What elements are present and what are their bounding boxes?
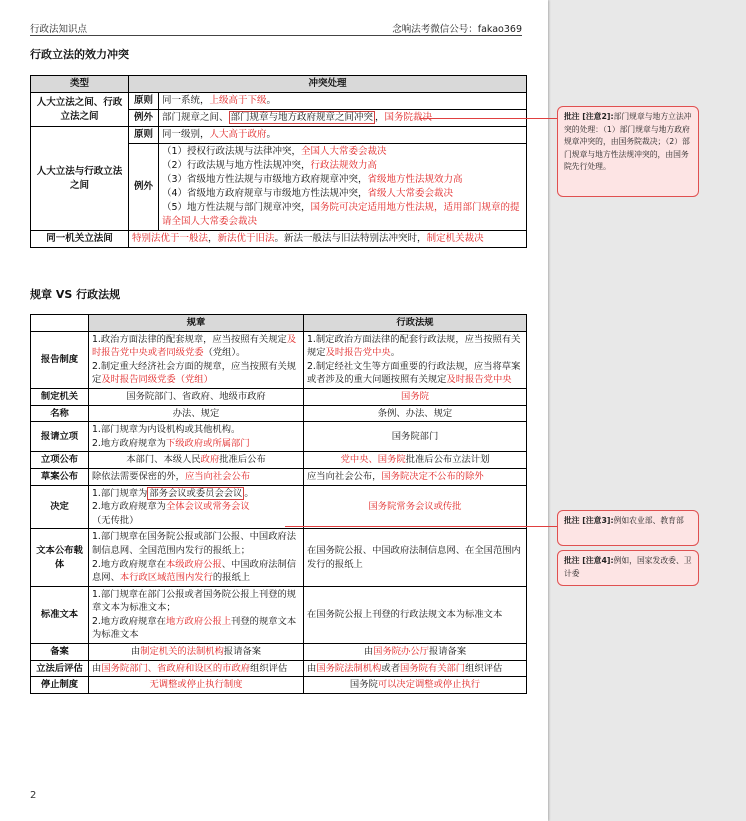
row-label: 标准文本	[31, 586, 89, 643]
rule-cell	[89, 586, 304, 643]
highlight-text: 国务院有关部门	[400, 662, 466, 674]
text: 批准后公布立法计划	[405, 454, 490, 466]
text: 同一级别，	[162, 129, 210, 140]
table-row	[31, 586, 527, 643]
text: 的报纸上	[212, 572, 251, 584]
comment-tag: 批注 [注意3]:	[564, 516, 614, 525]
comment-text: 例如农业部、教育部	[613, 516, 684, 525]
highlight-text: 国务院可决定适用地方性法规，适用部门规章的提请全国人大常委会裁决	[162, 202, 520, 227]
reg-cell	[304, 660, 527, 677]
table-row	[31, 677, 527, 694]
text: （5）地方性法规与部门规章冲突，	[162, 202, 311, 213]
highlight-text: 国务院裁决	[384, 112, 433, 123]
text: 。	[266, 129, 277, 140]
rule-cell	[89, 468, 304, 485]
comment-text: 例如，国家发改委、卫计委	[564, 556, 692, 578]
col-header-type: 类型	[31, 76, 129, 93]
text: 批准后公布	[219, 454, 266, 466]
highlight-text: 人大高于政府	[209, 129, 267, 140]
text: （党组）。	[203, 347, 246, 359]
rule-cell: 无调整或停止执行制度	[89, 677, 304, 694]
text: 或者	[381, 662, 401, 674]
text: 国务院	[349, 679, 378, 691]
highlight-text: 及时报告党中央	[325, 347, 391, 359]
col-header-reg: 行政法规	[304, 315, 527, 332]
commented-text[interactable]: 部务会议或委员会会议	[149, 487, 243, 499]
principle-label: 原则	[129, 127, 159, 144]
text: 2.制定重大经济社会方面的规章，应当按照有关规定	[92, 360, 297, 386]
text: 1.部门规章在部门公报或者国务院公报上刊登的规章文本为标准文本；	[92, 588, 297, 614]
highlight-text: 国务院办公厅	[373, 646, 429, 658]
text: （2）行政法规与地方性法规冲突，	[162, 160, 311, 171]
highlight-text: 可以决定调整或停止执行	[377, 679, 481, 691]
reg-cell: 国务院常务会议或传批	[304, 485, 527, 529]
comment-text: 部门规章与地方立法冲突的处理：（1）部门规章与地方政府规章冲突的，由国务院裁决；（2）部门规章与地方性法规冲突的，由国务院先行处理。	[564, 112, 692, 171]
text: 2.地方政府规章在	[92, 615, 166, 627]
rule-cell	[89, 529, 304, 586]
text: 、中国政府法制信息网、	[92, 558, 297, 584]
highlight-text: 党中央、国务院	[340, 454, 406, 466]
text: 。	[244, 487, 254, 499]
highlight-text: 省级地方性法规效力高	[367, 174, 463, 185]
table-row	[31, 529, 527, 586]
row-type-cell: 人大立法与行政立法之间	[31, 127, 129, 231]
text: 1.政治方面法律的配套规章，应当按照有关规定	[92, 333, 287, 345]
highlight-text: 国务院决定不公布的除外	[381, 470, 484, 482]
row-label: 停止制度	[31, 677, 89, 694]
text: 。新法一般法与旧法特别法冲突时，	[274, 233, 427, 244]
highlight-text: 全体会议或常务会议	[165, 501, 250, 513]
text: 除依法需要保密的外，	[92, 470, 185, 482]
highlight-text: 省级人大常委会裁决	[367, 188, 454, 199]
row-label: 报请立项	[31, 422, 89, 452]
exception-list-cell	[159, 144, 527, 231]
text: 2.制定经社文生等方面重要的行政法规，应当将草案或者涉及的重大问题按照有关规定	[307, 360, 521, 386]
text: 组织评估	[250, 662, 288, 674]
highlight-text: 及时报告同级党委（党组）	[101, 374, 213, 386]
conflict-table	[30, 75, 527, 248]
text: 1.部门规章在国务院公报或部门公报、中国政府法制信息网、全国范围内发行的报纸上；	[92, 531, 297, 556]
highlight-text: 上级高于下级	[209, 95, 267, 106]
text: ，	[208, 233, 218, 244]
row-label: 决定	[31, 485, 89, 529]
comment-balloon[interactable]	[557, 510, 699, 546]
text: 组织评估	[465, 662, 503, 674]
table-row	[31, 127, 527, 144]
exception-item	[162, 173, 523, 187]
text: （无传批）	[92, 514, 139, 526]
highlight-text: 制定机关的法制机构	[140, 646, 224, 658]
row-label: 制定机关	[31, 388, 89, 405]
text: 同一系统，	[162, 95, 210, 106]
corner-cell	[31, 315, 89, 332]
highlight-text: 行政法规效力高	[310, 160, 378, 171]
highlight-text: 国务院法制机构	[316, 662, 382, 674]
table-row	[31, 405, 527, 422]
highlight-text: 政府	[200, 454, 220, 466]
comment-tag: 批注 [注意2]:	[564, 112, 614, 121]
reg-cell: 国务院部门	[304, 422, 527, 452]
table-row	[31, 231, 527, 248]
text: 2.地方政府规章为	[92, 437, 166, 449]
highlight-text: 及时报告党中央或者同级党委	[92, 333, 297, 359]
rule-cell: 国务院部门、省政府、地级市政府	[89, 388, 304, 405]
exception-label: 例外	[129, 144, 159, 231]
highlight-text: 新法优于旧法	[217, 233, 275, 244]
highlight-text: 本级政府公报	[165, 558, 222, 570]
text: 部门规章之间、	[162, 112, 229, 123]
reg-cell: 国务院	[304, 388, 527, 405]
row-label: 文本公布载体	[31, 529, 89, 586]
exception-item	[162, 187, 523, 201]
table-header-row	[31, 315, 527, 332]
text: （4）省级地方政府规章与市级地方性法规冲突，	[162, 188, 368, 199]
text: 1.部门规章为内设机构或其他机构。	[92, 424, 241, 436]
principle-cell	[159, 127, 527, 144]
exception-item	[162, 201, 523, 229]
comment-tag: 批注 [注意4]:	[564, 556, 614, 565]
section2-title: 规章 VS 行政法规	[30, 288, 121, 301]
text: 本部门、本级人民	[126, 454, 201, 466]
commented-text[interactable]: 部门规章与地方政府规章之间冲突	[230, 112, 374, 123]
table-row	[31, 644, 527, 661]
text: 由	[363, 646, 374, 658]
reg-cell	[304, 331, 527, 388]
col-header-handle: 冲突处理	[129, 76, 527, 93]
row-type-cell: 同一机关立法间	[31, 231, 129, 248]
reg-cell	[304, 468, 527, 485]
rule-cell	[89, 644, 304, 661]
rule-cell	[89, 660, 304, 677]
table-row	[31, 452, 527, 469]
page-number: 2	[30, 790, 37, 801]
reg-cell	[304, 677, 527, 694]
text: （1）授权行政法规与法律冲突，	[162, 146, 302, 157]
text: 报请备案	[428, 646, 467, 658]
comment-leader-line	[420, 118, 557, 119]
rule-cell	[89, 452, 304, 469]
text: ，	[375, 112, 385, 123]
comment-leader-line	[285, 526, 557, 527]
text: 刊登的规章文本为标准文本	[92, 615, 297, 641]
table-row	[31, 485, 527, 529]
text: 应当向社会公布，	[307, 470, 382, 482]
highlight-text: 下级政府或所属部门	[165, 437, 250, 449]
table-row	[31, 422, 527, 452]
principle-cell	[159, 93, 527, 110]
reg-cell: 条例、办法、规定	[304, 405, 527, 422]
highlight-text: 特别法优于一般法	[132, 233, 209, 244]
highlight-text: 国务院部门、省政府和设区的市政府	[101, 662, 251, 674]
text: 1.制定政治方面法律的配套行政法规，应当按照有关规定	[307, 333, 521, 359]
text: 。	[266, 95, 277, 106]
row-label: 草案公布	[31, 468, 89, 485]
highlight-text: 地方政府公报上	[165, 615, 232, 627]
text: 由	[307, 662, 317, 674]
highlight-text: 及时报告党中央	[446, 374, 512, 386]
table-row	[31, 331, 527, 388]
header-divider	[30, 35, 522, 36]
table-row	[31, 93, 527, 110]
text: 1.部门规章为	[92, 487, 148, 499]
row-type-cell: 人大立法之间、行政立法之间	[31, 93, 129, 127]
comparison-table	[30, 314, 527, 694]
highlight-text: 应当向社会公布	[184, 470, 251, 482]
rule-cell	[89, 422, 304, 452]
reg-cell	[304, 644, 527, 661]
reg-cell: 在国务院公报上刊登的行政法规文本为标准文本	[304, 586, 527, 643]
table-row	[31, 468, 527, 485]
table-header-row	[31, 76, 527, 93]
text: 报请备案	[223, 646, 262, 658]
reg-cell: 在国务院公报、中国政府法制信息网、在全国范围内发行的报纸上	[304, 529, 527, 586]
rule-cell	[89, 331, 304, 388]
section1-title: 行政立法的效力冲突	[30, 48, 129, 61]
row-label: 备案	[31, 644, 89, 661]
row-label: 立项公布	[31, 452, 89, 469]
highlight-text: 本行政区域范围内发行	[119, 572, 213, 584]
header-right: 念响法考微信公号：fakao369	[392, 24, 522, 35]
exception-label: 例外	[129, 110, 159, 127]
text: 由	[130, 646, 141, 658]
highlight-text: 制定机关裁决	[426, 233, 484, 244]
rule-cell	[89, 485, 304, 529]
principle-label: 原则	[129, 93, 159, 110]
text: 2.地方政府规章为	[92, 501, 166, 513]
highlight-text: 全国人大常委会裁决	[301, 146, 387, 157]
text: 2.地方政府规章在	[92, 558, 166, 570]
row-label: 报告制度	[31, 331, 89, 388]
reg-cell	[304, 452, 527, 469]
table-row	[31, 660, 527, 677]
exception-item	[162, 145, 523, 159]
row-label: 立法后评估	[31, 660, 89, 677]
header-left: 行政法知识点	[30, 24, 88, 35]
exception-item	[162, 159, 523, 173]
comment-balloon[interactable]	[557, 550, 699, 586]
table-row	[31, 388, 527, 405]
text: （3）省级地方性法规与市级地方政府规章冲突，	[162, 174, 368, 185]
handle-cell	[129, 231, 527, 248]
rule-cell: 办法、规定	[89, 405, 304, 422]
text: 。	[390, 347, 401, 359]
col-header-rule: 规章	[89, 315, 304, 332]
text: 由	[92, 662, 102, 674]
comment-balloon[interactable]	[557, 106, 699, 197]
row-label: 名称	[31, 405, 89, 422]
